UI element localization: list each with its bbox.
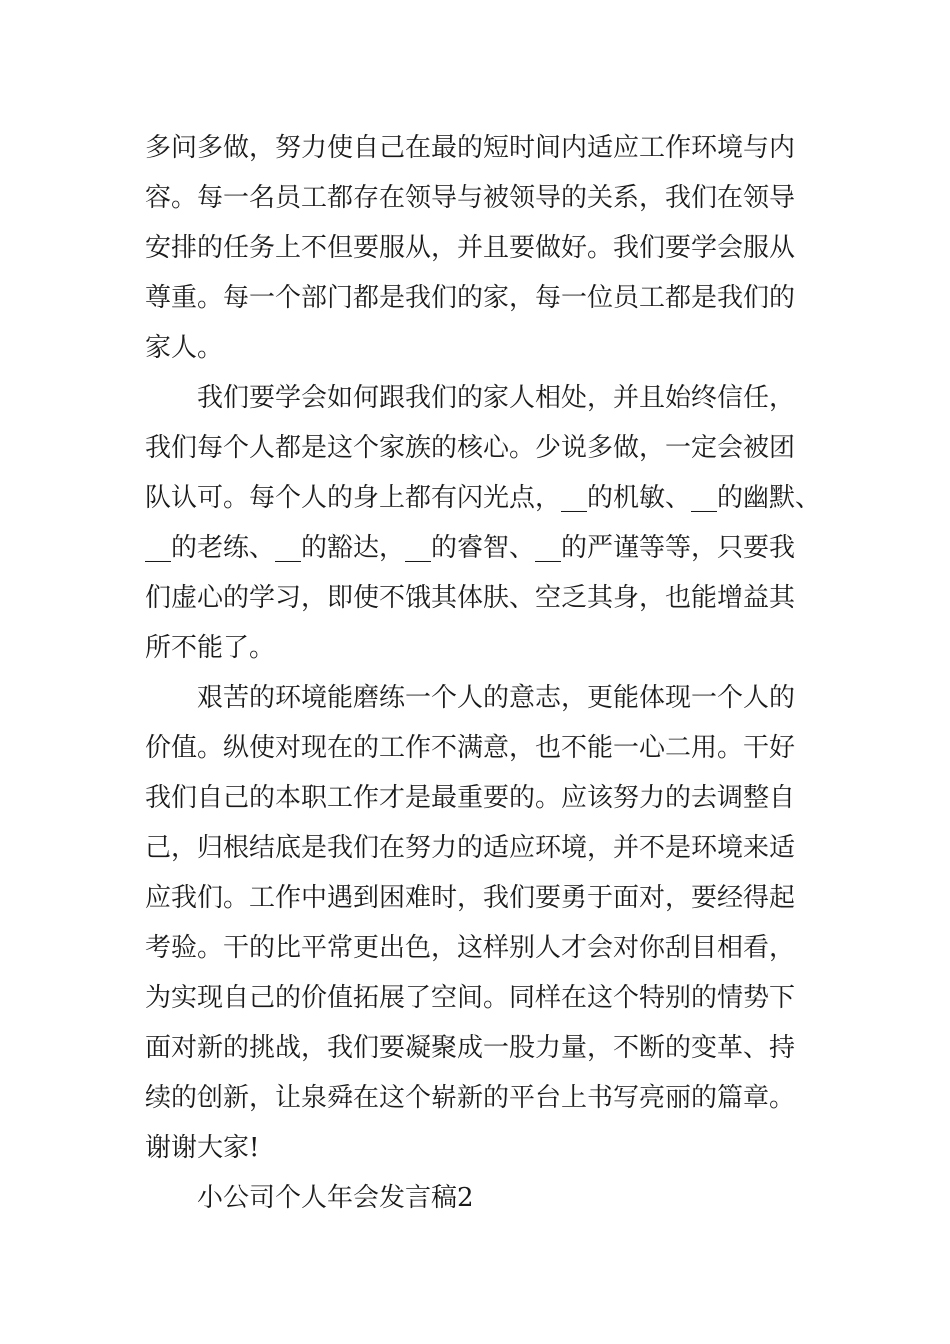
text-line: 面对新的挑战，我们要凝聚成一股力量，不断的变革、持 bbox=[145, 1033, 796, 1063]
text-line: 多问多做，努力使自己在最的短时间内适应工作环境与内 bbox=[145, 133, 796, 163]
text-line: 应我们。工作中遇到困难时，我们要勇于面对，要经得起 bbox=[145, 883, 796, 913]
text-line: 安排的任务上不但要服从，并且要做好。我们要学会服从 bbox=[145, 233, 796, 263]
text-line: 所不能了。 bbox=[145, 633, 276, 663]
text-line: 谢谢大家! bbox=[145, 1133, 260, 1163]
text-line: 我们每个人都是这个家族的核心。少说多做，一定会被团 bbox=[145, 433, 796, 463]
text-line: 续的创新，让泉舜在这个崭新的平台上书写亮丽的篇章。 bbox=[145, 1083, 796, 1113]
text-line: 考验。干的比平常更出色，这样别人才会对你刮目相看， bbox=[145, 933, 796, 963]
text-line-indented: 我们要学会如何跟我们的家人相处，并且始终信任， bbox=[197, 383, 796, 413]
text-line: 价值。纵使对现在的工作不满意，也不能一心二用。干好 bbox=[145, 733, 796, 763]
text-line: 为实现自己的价值拓展了空间。同样在这个特别的情势下 bbox=[145, 983, 796, 1013]
section-heading: 小公司个人年会发言稿2 bbox=[197, 1183, 474, 1213]
text-line: 家人。 bbox=[145, 333, 224, 363]
text-line: __的老练、__的豁达，__的睿智、__的严谨等等，只要我 bbox=[145, 533, 796, 563]
text-line: 们虚心的学习，即使不饿其体肤、空乏其身，也能增益其 bbox=[145, 583, 796, 613]
text-line: 容。每一名员工都存在领导与被领导的关系，我们在领导 bbox=[145, 183, 796, 213]
document-body bbox=[145, 123, 835, 1223]
text-line: 我们自己的本职工作才是最重要的。应该努力的去调整自 bbox=[145, 783, 796, 813]
text-line: 尊重。每一个部门都是我们的家，每一位员工都是我们的 bbox=[145, 283, 796, 313]
text-line: 己，归根结底是我们在努力的适应环境，并不是环境来适 bbox=[145, 833, 796, 863]
text-line: 队认可。每个人的身上都有闪光点，__的机敏、__的幽默、 bbox=[145, 483, 822, 513]
text-line-indented: 艰苦的环境能磨练一个人的意志，更能体现一个人的 bbox=[197, 683, 796, 713]
